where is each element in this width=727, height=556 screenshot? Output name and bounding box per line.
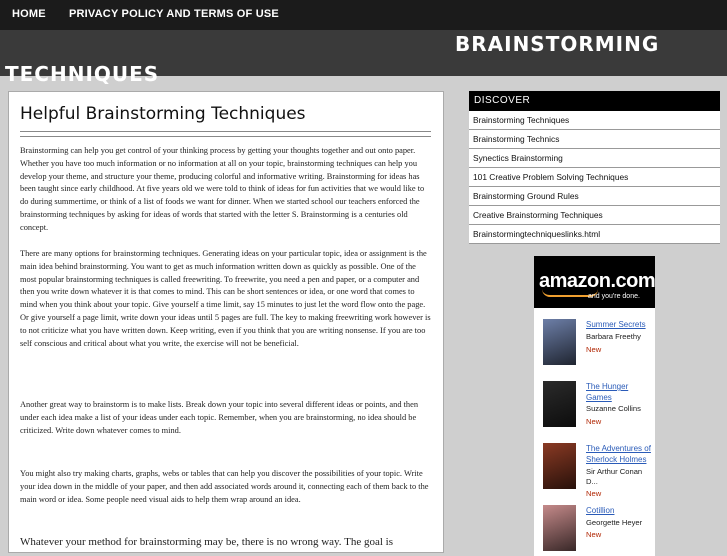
article-paragraph-4: You might also try making charts, graphs, webs or tables that can help you discover the possibilities of your topic. Write your idea down in the middle of your paper, and then add associated words around it, connecting each of them back to the main word or idea. Some people need visual aids to help them wrap around an idea. [20,469,429,504]
book-title-link[interactable]: The Hunger Games [586,382,629,402]
book-cover-summer-secrets[interactable] [543,319,576,365]
book-status: New [586,417,602,426]
sidebar-item-label[interactable]: Brainstorming Technics [473,134,560,144]
site-title-line1[interactable]: BRAINSTORMING [455,32,660,56]
site-title-line2[interactable]: TECHNIQUES [5,62,160,86]
book-author: Barbara Freethy [586,332,641,341]
heading-divider [20,131,431,132]
book-title-link[interactable]: The Adventures of Sherlock Holmes [586,444,651,464]
book-status: New [586,489,602,498]
sidebar-item-label[interactable]: Brainstorming Ground Rules [473,191,579,201]
amazon-tagline: and you're done. [588,293,640,300]
book-status: New [586,530,602,539]
discover-heading-label: DISCOVER [474,95,531,106]
sidebar-item-brainstorming-techniques[interactable] [469,111,720,130]
discover-heading [469,91,720,111]
sidebar-item-creative-brainstorming-techniques[interactable] [469,206,720,225]
book-author: Sir Arthur Conan D... [586,467,643,486]
article-paragraph-1: Brainstorming can help you get control of your thinking process by getting your thoughts together and out onto paper. Whether you have too much information or no information at all on your topic, brainstorming techniques can help you develop your theme, and structure your theme, producing colorful and informative writing. Brainstorming for ideas has been taught since early childhood. At five years old we were told to think of ideas for fun activities that we would like to do during summertime, or think of a list of foods we want for dinner. When we started school our teachers enforced the brainstorming techniques by asking for ideas of words that started with the letter S. Brainstorming is a centuries old concept. [20,146,425,232]
book-author: Georgette Heyer [586,518,643,527]
article-heading: Helpful Brainstorming Techniques [20,104,306,124]
book-title-link[interactable]: Cotillion [586,506,615,515]
sidebar-item-brainstorming-ground-rules[interactable] [469,187,720,206]
book-status: New [586,345,602,354]
book-title-link[interactable]: Summer Secrets [586,320,646,329]
sidebar-item-label[interactable]: Synectics Brainstorming [473,153,563,163]
book-cover-cotillion[interactable] [543,505,576,551]
amazon-logo[interactable] [534,256,655,308]
sidebar-item-label[interactable]: 101 Creative Problem Solving Techniques [473,172,629,182]
sidebar-item-brainstormingtechniqueslinks[interactable] [469,225,720,244]
amazon-logo-text: amazon.com [539,270,656,292]
sidebar-item-brainstorming-technics[interactable] [469,130,720,149]
book-cover-sherlock-holmes[interactable] [543,443,576,489]
top-nav-bar [0,0,727,30]
main-article [8,91,444,553]
article-paragraph-3: Another great way to brainstorm is to make lists. Break down your topic into several different ideas or points, and then under each idea make a list of your ideas under each topic. Remember, when you are brainstorming, no idea should be criticized. Write down whatever comes to mind. [20,400,419,435]
book-cover-hunger-games[interactable] [543,381,576,427]
sidebar-item-label[interactable]: Brainstorming Techniques [473,115,570,125]
nav-link-home[interactable]: HOME [12,8,46,20]
sidebar-item-101-creative-problem-solving[interactable] [469,168,720,187]
sidebar-item-synectics-brainstorming[interactable] [469,149,720,168]
heading-divider-second [20,136,431,137]
book-author: Suzanne Collins [586,404,641,413]
nav-link-privacy-policy[interactable]: PRIVACY POLICY AND TERMS OF USE [69,8,279,20]
article-paragraph-5: Whatever your method for brainstorming may be, there is no wrong way. The goal is [20,536,393,548]
sidebar-item-label[interactable]: Brainstormingtechniqueslinks.html [473,229,601,239]
amazon-widget [534,256,655,556]
article-paragraph-2: There are many options for brainstorming techniques. Generating ideas on your particular topic, idea or assignment is the main idea behind brainstorming. You want to get as much information written down as quickly as possible. One of the most popular brainstorming techniques is called freewriting. To freewrite, you need a pen and paper, or a computer and then you write down whatever it is that comes to mind. This can be short sentences or idea, or one word that comes to mind when you think about your topic. Give yourself a time limit, say 15 minutes to just let the word flow onto the page. Or give yourself a page limit, write down your ideas until 5 pages are full. The key to making freewriting work however is to not criticize what you have written down. Keep writing, even if you think that you are writing nonsense. If you are too self conscious and critical about what you write, the exercise will not be beneficial. [20,249,431,348]
sidebar-item-label[interactable]: Creative Brainstorming Techniques [473,210,603,220]
